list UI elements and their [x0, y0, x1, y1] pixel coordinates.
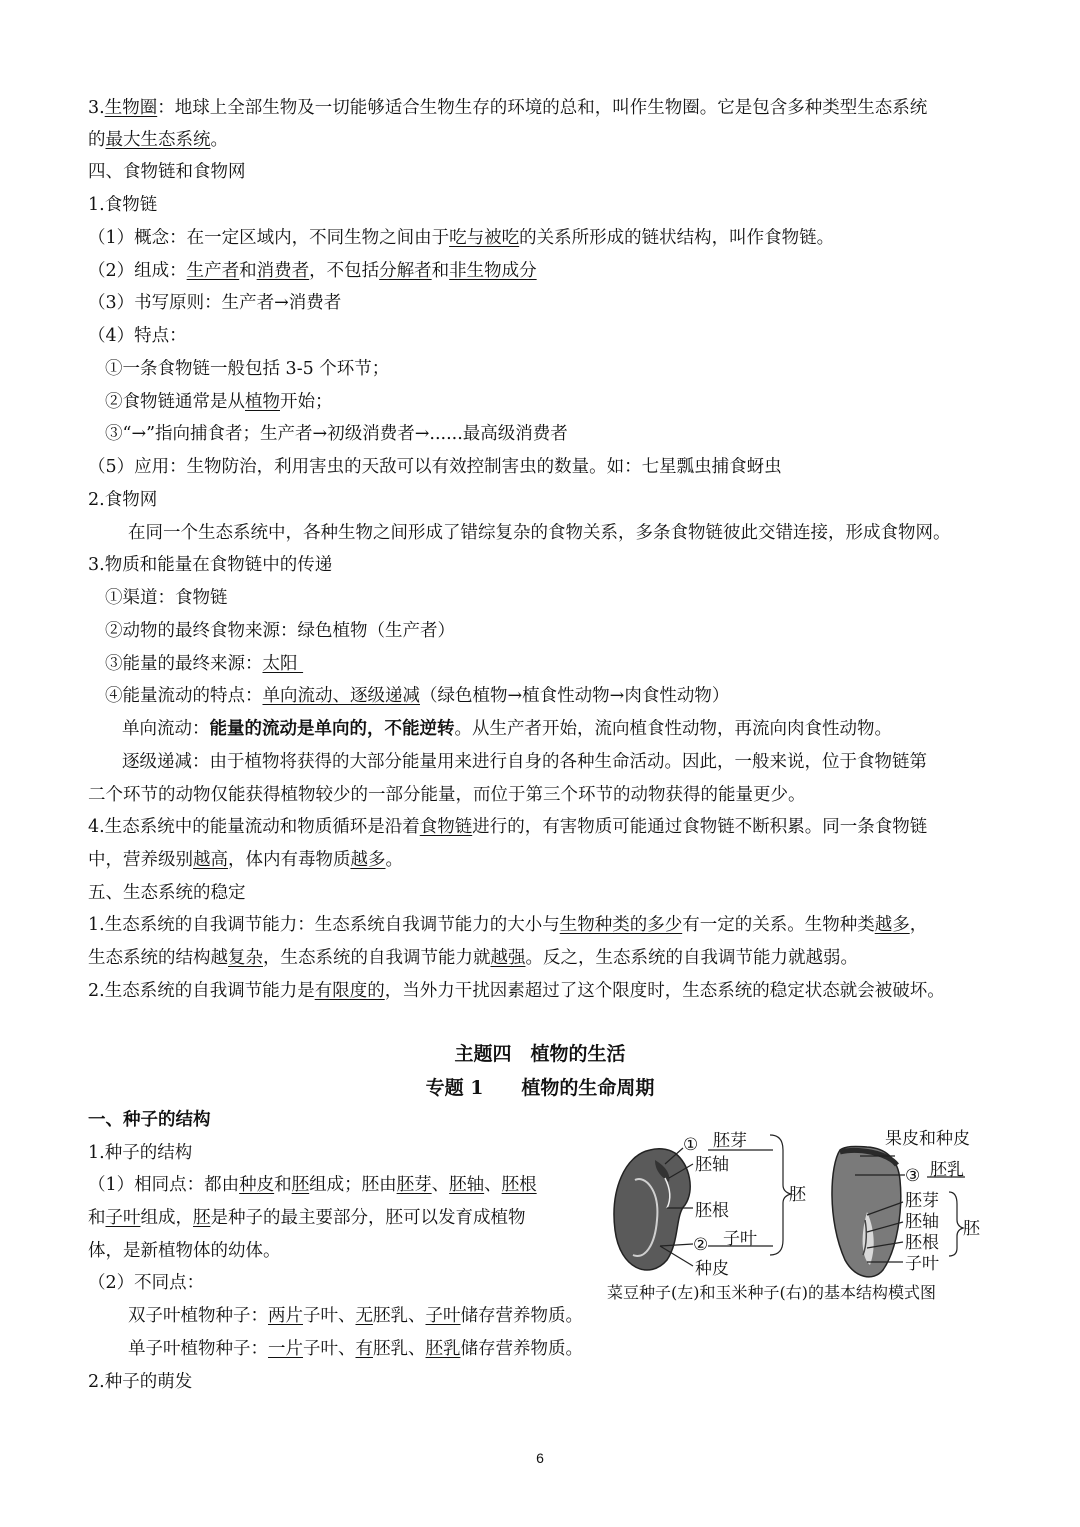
underlined-answer: 越多: [874, 915, 910, 935]
text-run: ②食物链通常是从: [105, 392, 245, 412]
text-run: 是种子的最主要部分，胚可以发育成植物: [210, 1208, 526, 1228]
seed-structure-subheading: [88, 1139, 192, 1167]
figure-caption: 菜豆种子(左)和玉米种子(右)的基本结构模式图: [607, 1283, 936, 1302]
underlined-answer: 最大生态系统: [105, 130, 211, 150]
text-run: 。: [385, 850, 403, 870]
bean-embryo-label: 胚: [789, 1185, 806, 1205]
text-run: （绿色植物→植食性动物→肉食性动物）: [420, 686, 730, 706]
underlined-answer: 单向流动、逐级递减: [262, 686, 420, 706]
underlined-answer: 一片: [268, 1339, 303, 1359]
germination-heading: [88, 1368, 192, 1396]
text-run: 和: [431, 261, 450, 281]
text-run: （1）相同点：都由: [88, 1175, 240, 1195]
text-run: 的: [88, 130, 106, 150]
bean-labels: [683, 1131, 807, 1279]
underlined-answer: 消费者: [256, 261, 310, 281]
text-run: ，体内有毒物质: [228, 850, 351, 870]
text-run: 体，是新植物体的幼体。: [88, 1241, 281, 1261]
section-5-heading: [88, 879, 246, 907]
accumulation-line-1: [88, 813, 927, 841]
corn-number-3: ③: [905, 1166, 921, 1186]
text-run: 胚乳、: [373, 1339, 426, 1359]
underlined-answer: 子叶: [105, 1208, 141, 1228]
similarity-line-3: [88, 1237, 281, 1265]
feature-2: [105, 388, 333, 416]
underlined-answer: 食物链: [419, 817, 473, 837]
bold-text: 一、种子的结构: [88, 1110, 211, 1130]
transfer-energy-source: [105, 650, 303, 678]
text-run: ①一条食物链一般包括 3-5 个环节；: [105, 359, 390, 379]
corn-axis-label: 胚轴: [905, 1212, 939, 1232]
text-run: ①渠道：食物链: [105, 588, 228, 608]
bean-number-1: ①: [683, 1135, 699, 1155]
underlined-answer: 胚轴: [449, 1175, 485, 1195]
bean-number-2: ②: [693, 1235, 709, 1255]
text-run: 有一定的关系。生物种类: [682, 915, 875, 935]
text-run: ，当外力干扰因素超过了这个限度时，生态系统的稳定状态就会被破坏。: [384, 981, 945, 1001]
underlined-answer: 复杂: [228, 948, 263, 968]
seed-structure-heading: [88, 1106, 211, 1134]
bean-root-label: 胚根: [695, 1201, 729, 1221]
text-run: 和: [274, 1175, 292, 1195]
bean-coat-label: 种皮: [695, 1259, 729, 1279]
underlined-answer: 生物圈: [104, 98, 158, 118]
monocot-difference: [128, 1335, 583, 1363]
text-run: 组成；胚由: [309, 1175, 397, 1195]
transfer-channel: [105, 584, 228, 612]
page-number: 6: [536, 1450, 544, 1466]
text-run: 单子叶植物种子：: [128, 1339, 268, 1359]
corn-root-label: 胚根: [905, 1233, 939, 1253]
text-run: 1.生态系统的自我调节能力：生态系统自我调节能力的大小与: [88, 915, 560, 935]
text-run: 单向流动：: [122, 719, 210, 739]
feature-3: [105, 420, 568, 448]
text-run: 3.物质和能量在食物链中的传递: [88, 555, 333, 575]
text-run: 胚乳、: [373, 1306, 426, 1326]
food-web-definition: [128, 519, 951, 547]
text-run: 1.食物链: [88, 195, 158, 215]
text-run: 、: [431, 1175, 450, 1195]
underlined-answer: 胚: [291, 1175, 310, 1195]
text-run: 和: [88, 1208, 106, 1228]
underlined-answer: 越高: [193, 850, 228, 870]
food-chain-writing-rule: [88, 289, 341, 317]
decrease-explanation-2: [88, 781, 806, 809]
underlined-answer: 越多: [350, 850, 386, 870]
text-run: 、: [484, 1175, 502, 1195]
food-chain-concept: [88, 224, 834, 252]
text-run: ，: [909, 915, 928, 935]
corn-seed-image: [832, 1146, 901, 1276]
self-regulation-line-2: [88, 944, 858, 972]
underlined-answer: 胚: [193, 1208, 211, 1228]
food-chain-application: [88, 453, 782, 481]
bean-answer-2: 子叶: [723, 1229, 757, 1249]
section-4-heading: [88, 158, 246, 186]
underlined-answer: 越强: [490, 948, 526, 968]
food-chain-composition: [88, 257, 537, 285]
food-web-heading: [88, 486, 157, 514]
underlined-answer: 生物种类的多少: [559, 915, 683, 935]
underlined-answer: 胚根: [501, 1175, 537, 1195]
text-run: （1）概念：在一定区域内，不同生物之间由于: [88, 228, 450, 248]
underlined-answer: 种皮: [239, 1175, 275, 1195]
text-run: 和: [239, 261, 257, 281]
text-run: （5）应用：生物防治，利用害虫的天敌可以有效控制害虫的数量。如：七星瓢虫捕食蚜虫: [88, 457, 782, 477]
corn-embryo-label: 胚: [963, 1219, 980, 1239]
text-run: 储存营养物质。: [460, 1339, 583, 1359]
self-regulation-limit: [88, 977, 945, 1005]
underlined-answer: 有限度的: [314, 981, 385, 1001]
bean-axis-label: 胚轴: [695, 1155, 729, 1175]
text-run: 子叶、: [303, 1306, 356, 1326]
text-run: 3.: [88, 98, 105, 118]
seed-structure-figure: [605, 1120, 1005, 1310]
corn-answer-3: 胚乳: [930, 1160, 964, 1180]
text-run: ，不包括: [309, 261, 380, 281]
text-run: 开始；: [280, 392, 333, 412]
text-run: 双子叶植物种子：: [128, 1306, 268, 1326]
corn-bud-label: 胚芽: [905, 1191, 939, 1211]
underlined-answer: 太阳: [262, 654, 304, 674]
bold-text: 能量的流动是单向的，不能逆转: [209, 719, 455, 739]
text-run: 2.种子的萌发: [88, 1372, 193, 1392]
self-regulation-line-1: [88, 911, 927, 939]
text-run: ③能量的最终来源：: [105, 654, 263, 674]
text-run: 2.食物网: [88, 490, 158, 510]
text-run: 逐级递减：由于植物将获得的大部分能量用来进行自身的各种生命活动。因此，一般来说，位于食物链第: [122, 752, 927, 772]
text-run: 。从生产者开始，流向植食性动物，再流向肉食性动物。: [454, 719, 892, 739]
text-run: ，生态系统的自我调节能力就: [263, 948, 491, 968]
underlined-answer: 胚芽: [396, 1175, 432, 1195]
one-way-flow-explanation: [122, 715, 892, 743]
underlined-answer: 有: [355, 1339, 373, 1359]
text-run: （4）特点：: [88, 326, 187, 346]
text-run: （3）书写原则：生产者→消费者: [88, 293, 342, 313]
underlined-answer: 子叶: [425, 1306, 461, 1326]
underlined-answer: 胚乳: [425, 1339, 461, 1359]
topic-subtitle: 专题 1 植物的生命周期: [425, 1077, 655, 1099]
transfer-energy-flow: [105, 682, 729, 710]
decrease-explanation-1: [122, 748, 927, 776]
text-run: 四、食物链和食物网: [88, 162, 246, 182]
text-run: 生态系统的结构越: [88, 948, 228, 968]
text-run: 4.生态系统中的能量流动和物质循环是沿着: [88, 817, 420, 837]
underlined-answer: 无: [355, 1306, 373, 1326]
sec3-line-2: [88, 126, 228, 154]
similarity-line-1: [88, 1171, 537, 1199]
text-run: 子叶、: [303, 1339, 356, 1359]
text-run: 在同一个生态系统中，各种生物之间形成了错综复杂的食物关系，多条食物链彼此交错连接，形成食物网。: [128, 523, 951, 543]
corn-peel-label: 果皮和种皮: [885, 1129, 970, 1149]
text-run: 进行的，有害物质可能通过食物链不断积累。同一条食物链: [472, 817, 928, 837]
sec3-line-1: [88, 94, 927, 122]
text-run: ④能量流动的特点：: [105, 686, 263, 706]
dicot-difference: [128, 1302, 583, 1330]
underlined-answer: 生产者: [186, 261, 240, 281]
theme-title: 主题四 植物的生活: [454, 1043, 626, 1065]
text-run: 五、生态系统的稳定: [88, 883, 246, 903]
text-run: 的关系所形成的链状结构，叫作食物链。: [519, 228, 835, 248]
text-run: （2）不同点：: [88, 1273, 205, 1293]
text-run: ：地球上全部生物及一切能够适合生物生存的环境的总和，叫作生物圈。它是包含多种类型生态系统: [157, 98, 928, 118]
underlined-answer: 吃与被吃: [449, 228, 520, 248]
bean-seed-image: [614, 1149, 690, 1270]
similarity-line-2: [88, 1204, 526, 1232]
underlined-answer: 植物: [245, 392, 280, 412]
food-chain-features-heading: [88, 322, 187, 350]
food-chain-heading: [88, 191, 157, 219]
feature-1: [105, 355, 389, 383]
underlined-answer: 两片: [268, 1306, 303, 1326]
text-run: 2.生态系统的自我调节能力是: [88, 981, 315, 1001]
text-run: 。反之，生态系统的自我调节能力就越弱。: [525, 948, 858, 968]
corn-cotyledon-label: 子叶: [905, 1254, 939, 1274]
text-run: ③“→”指向捕食者；生产者→初级消费者→......最高级消费者: [105, 424, 568, 444]
text-run: 二个环节的动物仅能获得植物较少的一部分能量，而位于第三个环节的动物获得的能量更少。: [88, 785, 806, 805]
text-run: 组成，: [140, 1208, 193, 1228]
text-run: 1.种子的结构: [88, 1143, 193, 1163]
text-run: 。: [210, 130, 228, 150]
text-run: ②动物的最终食物来源：绿色植物（生产者）: [105, 621, 455, 641]
text-run: （2）组成：: [88, 261, 187, 281]
transfer-food-source: [105, 617, 455, 645]
energy-transfer-heading: [88, 551, 332, 579]
underlined-answer: 分解者: [379, 261, 432, 281]
text-run: 中，营养级别: [88, 850, 193, 870]
bean-answer-1: 胚芽: [713, 1131, 747, 1151]
underlined-answer: 非生物成分: [449, 261, 537, 281]
accumulation-line-2: [88, 846, 403, 874]
difference-heading: [88, 1269, 204, 1297]
text-run: 储存营养物质。: [460, 1306, 583, 1326]
